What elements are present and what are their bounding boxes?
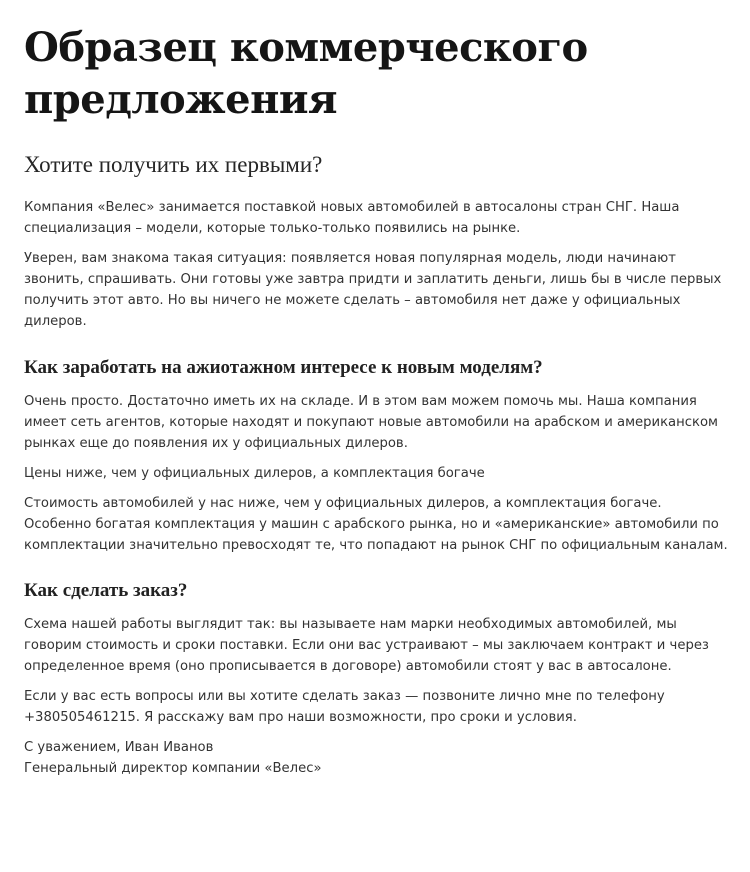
subtitle-heading: Хотите получить их первыми? xyxy=(24,152,323,177)
page-title: Образец коммерческого предложения xyxy=(24,24,588,123)
paragraph-prices-lead: Цены ниже, чем у официальных дилеров, а комплектация богаче xyxy=(24,466,485,481)
paragraph-contact: Если у вас есть вопросы или вы хотите сделать заказ — позвоните лично мне по телефону +380505461215. Я расскажу вам про наши возможности, про сроки и условия. xyxy=(24,689,665,725)
signature-position: Генеральный директор компании «Велес» xyxy=(24,761,322,776)
paragraph-situation: Уверен, вам знакома такая ситуация: появляется новая популярная модель, люди начинают звонить, спрашивать. Они готовы уже завтра придти и заплатить деньги, лишь бы в числе первых получить этот авто. Но вы ничего не можете сделать – автомобиля нет даже у официальных дилеров. xyxy=(24,251,722,329)
paragraph-company-intro: Компания «Велес» занимается поставкой новых автомобилей в автосалоны стран СНГ. Наша специализация – модели, которые только-только появились на рынке. xyxy=(24,200,680,236)
section-heading-earn: Как заработать на ажиотажном интересе к новым моделям? xyxy=(24,357,543,378)
document-page xyxy=(24,22,730,779)
signature-block xyxy=(24,737,730,779)
paragraph-prices: Стоимость автомобилей у нас ниже, чем у официальных дилеров, а комплектация богаче. Особенно богатая комплектация у машин с арабского рынка, но и «американские» автомобили по комплектации значительно превосходят те, что попадают на рынок СНГ по официальным каналам. xyxy=(24,496,728,553)
paragraph-solution: Очень просто. Достаточно иметь их на складе. И в этом вам можем помочь мы. Наша компания имеет сеть агентов, которые находят и покупают новые автомобили на арабском и американском рынках еще до появления их у официальных дилеров. xyxy=(24,394,718,451)
signature-name: С уважением, Иван Иванов xyxy=(24,740,214,755)
paragraph-order-scheme: Схема нашей работы выглядит так: вы называете нам марки необходимых автомобилей, мы говорим стоимость и сроки поставки. Если они вас устраивают – мы заключаем контракт и через определенное время (оно прописывается в договоре) автомобили стоят у вас в автосалоне. xyxy=(24,617,709,674)
section-heading-order: Как сделать заказ? xyxy=(24,580,188,601)
